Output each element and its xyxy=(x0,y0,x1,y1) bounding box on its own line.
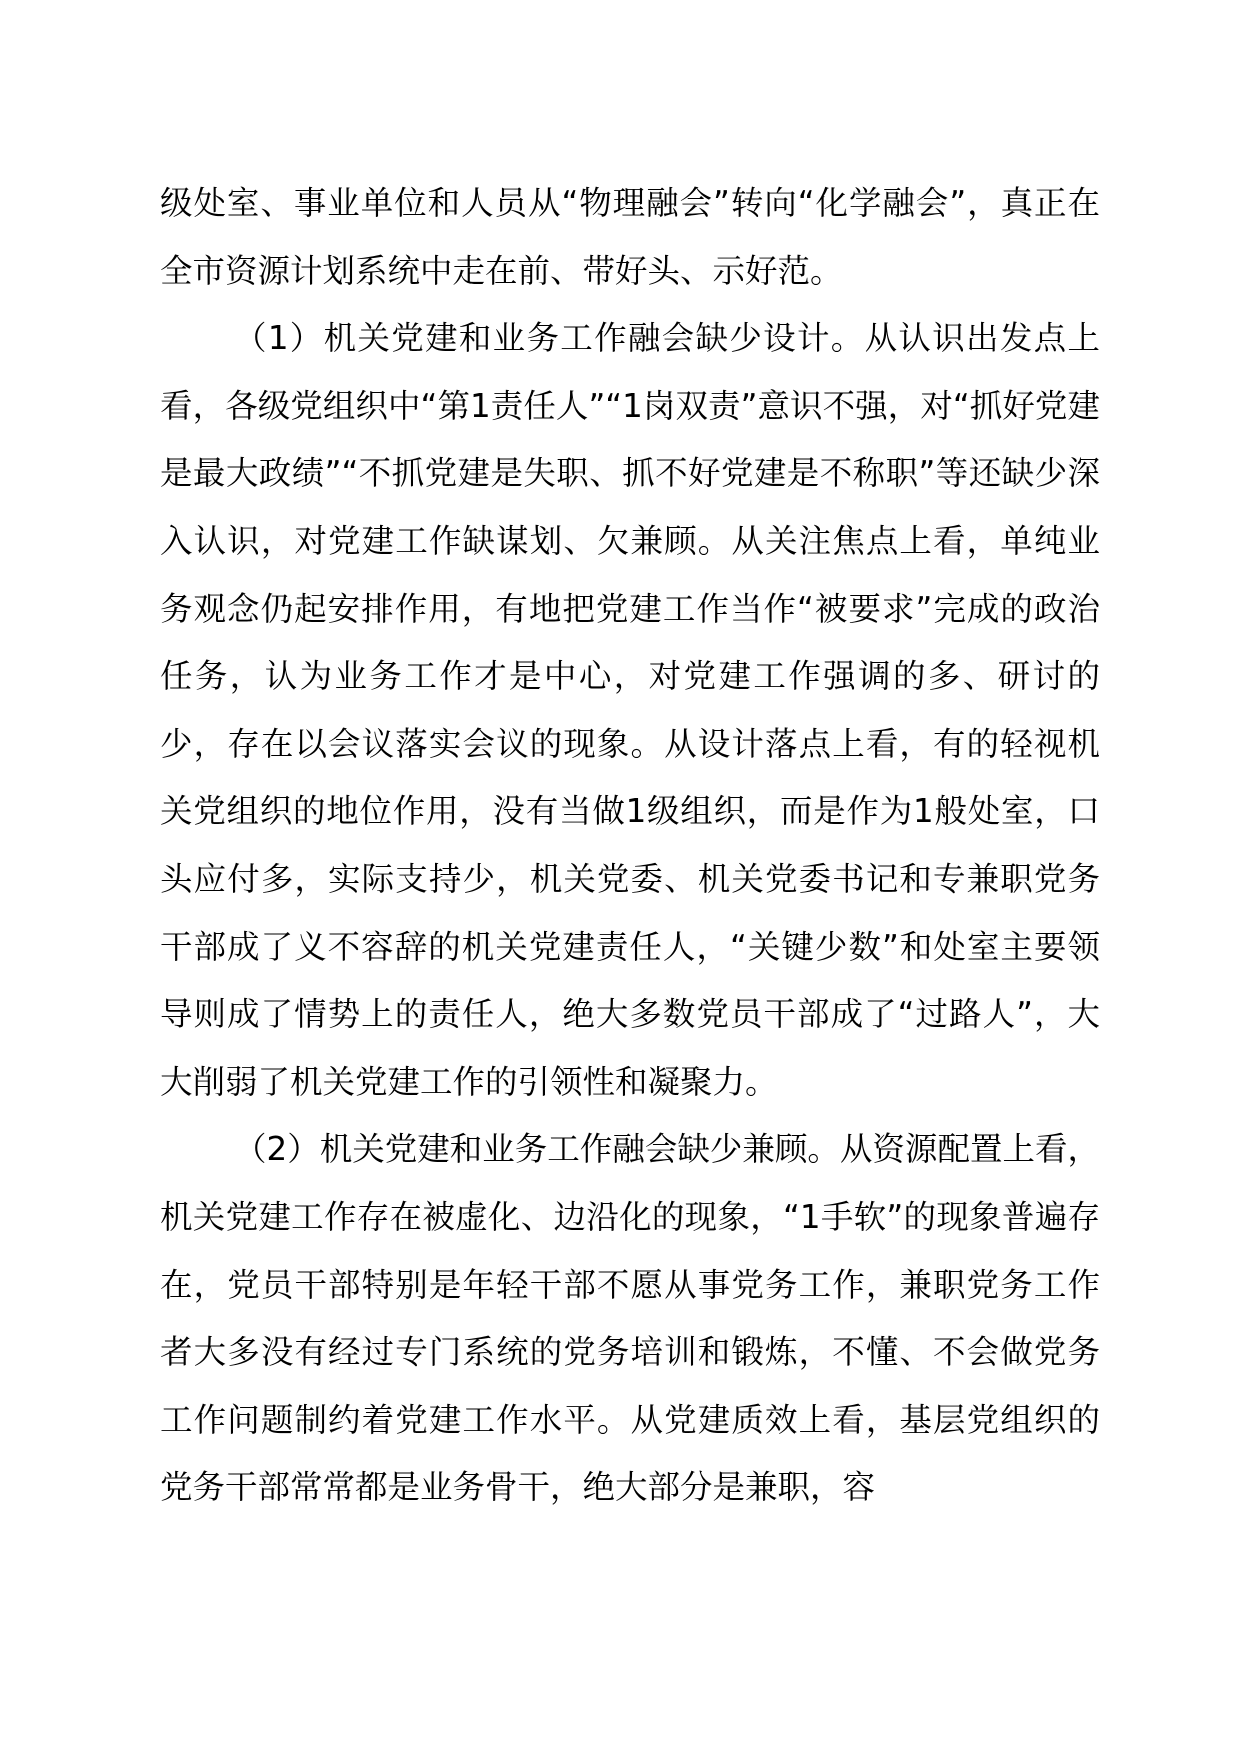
paragraph-section-2: （2）机关党建和业务工作融会缺少兼顾。从资源配置上看，机关党建工作存在被虚化、边沿化的现象，“1手软”的现象普遍存在，党员干部特别是年轻干部不愿从事党务工作，兼职党务工作者大多没有经过专门系统的党务培训和锻炼，不懂、不会做党务工作问题制约着党建工作水平。从党建质效上看，基层党组织的党务干部常常都是业务骨干，绝大部分是兼职，容 xyxy=(160,1130,1100,1507)
body-text xyxy=(160,170,1100,1522)
paragraph-continuation: 级处室、事业单位和人员从“物理融会”转向“化学融会”，真正在全市资源计划系统中走在前、带好头、示好范。 xyxy=(160,184,1100,290)
paragraph-section-1: （1）机关党建和业务工作融会缺少设计。从认识出发点上看，各级党组织中“第1责任人”“1岗双责”意识不强，对“抓好党建是最大政绩”“不抓党建是失职、抓不好党建是不称职”等还缺少深入认识，对党建工作缺谋划、欠兼顾。从关注焦点上看，单纯业务观念仍起安排作用，有地把党建工作当作“被要求”完成的政治任务，认为业务工作才是中心，对党建工作强调的多、研讨的少，存在以会议落实会议的现象。从设计落点上看，有的轻视机关党组织的地位作用，没有当做1级组织，而是作为1般处室，口头应付多，实际支持少，机关党委、机关党委书记和专兼职党务干部成了义不容辞的机关党建责任人，“关键少数”和处室主要领导则成了情势上的责任人，绝大多数党员干部成了“过路人”，大大削弱了机关党建工作的引领性和凝聚力。 xyxy=(160,319,1100,1101)
